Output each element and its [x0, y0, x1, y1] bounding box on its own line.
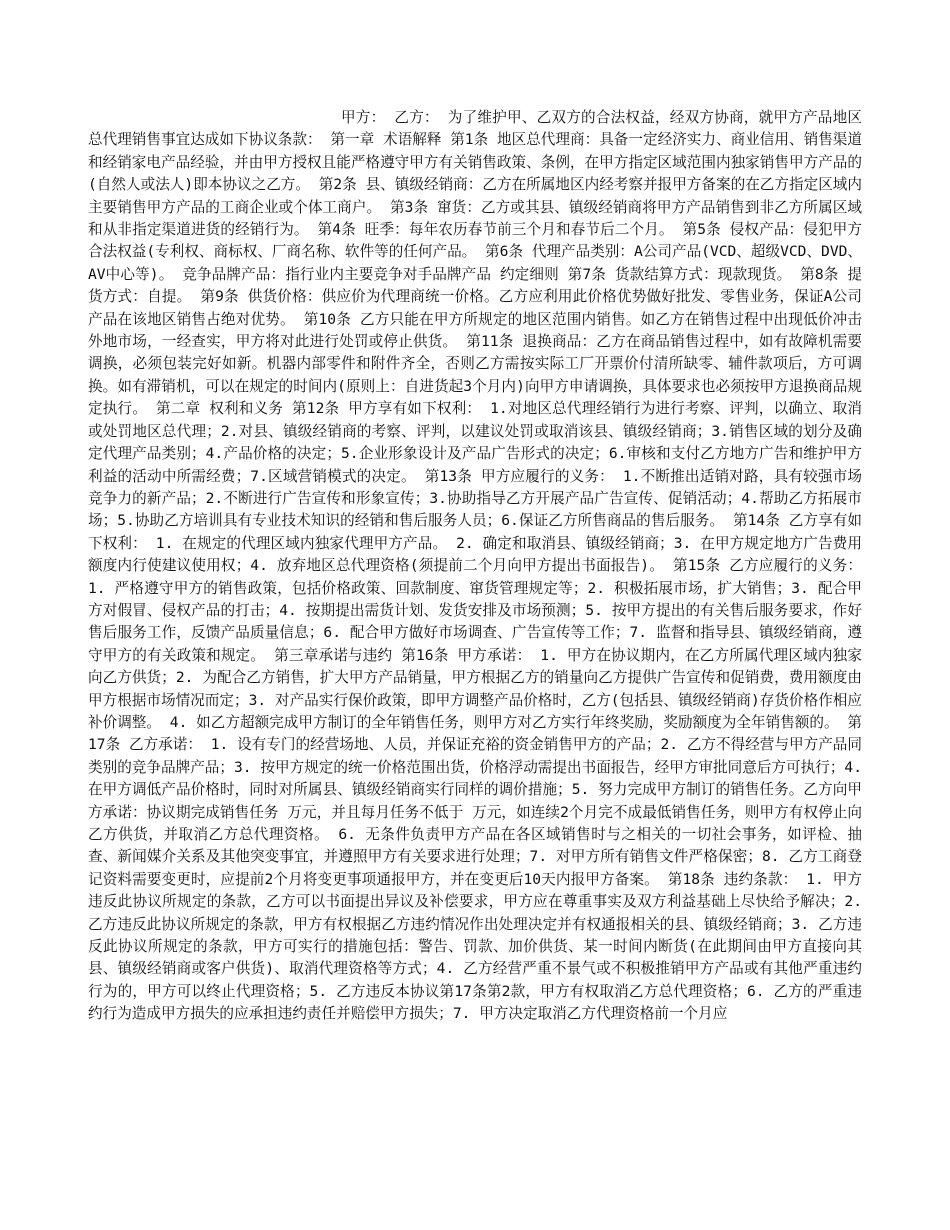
agreement-body-text: 甲方： 乙方： 为了维护甲、乙双方的合法权益，经双方协商，就甲方产品地区总代理销售事宜达成如下协议条款： 第一章 术语解释 第1条 地区总代理商：具备一定经济实力、商业信用、销售渠道和经销家电产品经验，并由甲方授权且能严格遵守甲方有关销售政策、条例，在甲方指定区域范围内独家销售甲方产品的(自然人或法人)即本协议之乙方。 第2条 县、镇级经销商：乙方在所属地区内经考察并报甲方备案的在乙方指定区域内主要销售甲方产品的工商企业或个体工商户。 第3条 窜货：乙方或其县、镇级经销商将甲方产品销售到非乙方所属区域和从非指定渠道进货的经销行为。 第4条 旺季：每年农历春节前三个月和春节后二个月。 第5条 侵权产品：侵犯甲方合法权益(专利权、商标权、厂商名称、软件等的任何产品。 第6条 代理产品类别：A公司产品(VCD、超级VCD、DVD、AV中心等)。 竞争品牌产品：指行业内主要竞争对手品牌产品 约定细则 第7条 货款结算方式：现款现货。 第8条 提货方式：自提。 第9条 供货价格：供应价为代理商统一价格。乙方应利用此价格优势做好批发、零售业务，保证A公司产品在该地区销售占绝对优势。 第10条 乙方只能在甲方所规定的地区范围内销售。如乙方在销售过程中出现低价冲击外地市场，一经查实，甲方将对此进行处罚或停止供货。 第11条 退换商品：乙方在商品销售过程中，如有故障机需要调换，必须包装完好如新。机器内部零件和附件齐全，否则乙方需按实际工厂开票价付清所缺零、辅件款项后，方可调换。如有滞销机，可以在规定的时间内(原则上：自进货起3个月内)向甲方申请调换，具体要求也必须按甲方退换商品规定执行。 第二章 权利和义务 第12条 甲方享有如下权利： 1.对地区总代理经销行为进行考察、评判，以确立、取消或处罚地区总代理；2.对县、镇级经销商的考察、评判，以建议处罚或取消该县、镇级经销商；3.销售区域的划分及确定代理产品类别；4.产品价格的决定；5.企业形象设计及产品广告形式的决定；6.审核和支付乙方地方广告和维护甲方利益的活动中所需经费；7.区域营销模式的决定。 第13条 甲方应履行的义务： 1.不断推出适销对路，具有较强市场竞争力的新产品；2.不断进行广告宣传和形象宣传；3.协助指导乙方开展产品广告宣传、促销活动；4.帮助乙方拓展市场；5.协助乙方培训具有专业技术知识的经销和售后服务人员；6.保证乙方所售商品的售后服务。 第14条 乙方享有如下权利： 1. 在规定的代理区域内独家代理甲方产品。 2. 确定和取消县、镇级经销商；3. 在甲方规定地方广告费用额度内行使建议使用权；4. 放弃地区总代理资格(须提前二个月向甲方提出书面报告)。 第15条 乙方应履行的义务： 1. 严格遵守甲方的销售政策，包括价格政策、回款制度、窜货管理规定等；2. 积极拓展市场，扩大销售；3. 配合甲方对假冒、侵权产品的打击；4. 按期提出需货计划、发货安排及市场预测；5. 按甲方提出的有关售后服务要求，作好售后服务工作，反馈产品质量信息；6. 配合甲方做好市场调查、广告宣传等工作；7. 监督和指导县、镇级经销商，遵守甲方的有关政策和规定。 第三章承诺与违约 第16条 甲方承诺： 1. 甲方在协议期内，在乙方所属代理区域内独家向乙方供货；2. 为配合乙方销售，扩大甲方产品销量，甲方根据乙方的销量向乙方提供广告宣传和促销费，费用额度由甲方根据市场情况而定；3. 对产品实行保价政策，即甲方调整产品价格时，乙方(包括县、镇级经销商)存货价格作相应补价调整。 4. 如乙方超额完成甲方制订的全年销售任务，则甲方对乙方实行年终奖励，奖励额度为全年销售额的。 第17条 乙方承诺： 1. 设有专门的经营场地、人员，并保证充裕的资金销售甲方的产品；2. 乙方不得经营与甲方产品同类别的竞争品牌产品；3. 按甲方规定的统一价格范围出货，价格浮动需提出书面报告，经甲方审批同意后方可执行；4. 在甲方调低产品价格时，同时对所属县、镇级经销商实行同样的调价措施；5. 努力完成甲方制订的销售任务。乙方向甲方承诺：协议期完成销售任务 万元，并且每月任务不低于 万元，如连续2个月完不成最低销售任务，则甲方有权停止向乙方供货，并取消乙方总代理资格。 6. 无条件负责甲方产品在各区域销售时与之相关的一切社会事务，如评检、抽查、新闻媒介关系及其他突变事宜，并遵照甲方有关要求进行处理；7. 对甲方所有销售文件严格保密；8. 乙方工商登记资料需要变更时，应提前2个月将变更事项通报甲方，并在变更后10天内报甲方备案。 第18条 违约条款： 1. 甲方违反此协议所规定的条款，乙方可以书面提出异议及补偿要求，甲方应在尊重事实及双方利益基础上尽快给予解决；2. 乙方违反此协议所规定的条款，甲方有权根据乙方违约情况作出处理决定并有权通报相关的县、镇级经销商；3. 乙方违反此协议所规定的条款，甲方可实行的措施包括：警告、罚款、加价供货、某一时间内断货(在此期间由甲方直接向其县、镇级经销商或客户供货)、取消代理资格等方式；4. 乙方经营严重不景气或不积极推销甲方产品或有其他严重违约行为的，甲方可以终止代理资格；5. 乙方违反本协议第17条第2款，甲方有权取消乙方总代理资格；6. 乙方的严重违约行为造成甲方损失的应承担违约责任并赔偿甲方损失；7. 甲方决定取消乙方代理资格前一个月应: [88, 109, 862, 1023]
